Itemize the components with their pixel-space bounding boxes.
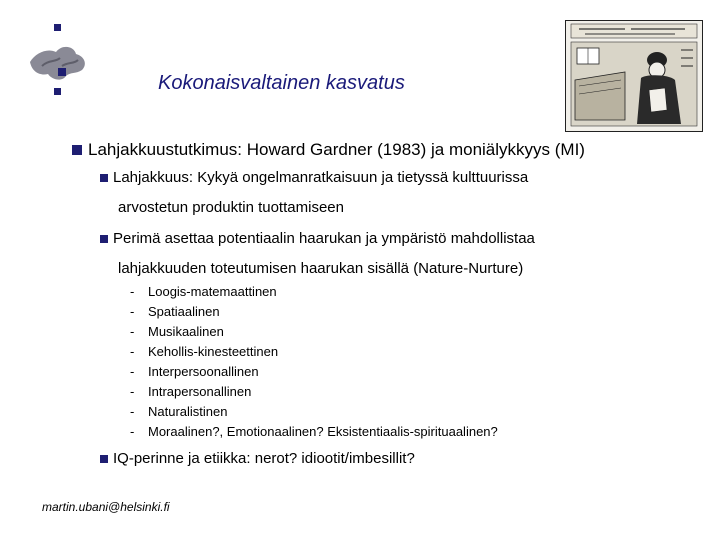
main-bullet	[72, 140, 585, 160]
footer-email: martin.ubani@helsinki.fi	[42, 500, 170, 514]
square-bullet-icon	[72, 145, 82, 155]
dash-marker: -	[130, 424, 135, 439]
list-item	[130, 282, 498, 302]
dash-marker: -	[130, 304, 135, 319]
list-item-text: Moraalinen?, Emotionaalinen? Eksistentiaalis-spirituaalinen?	[148, 424, 498, 439]
sub-bullet-iq	[100, 449, 415, 469]
list-item-text: Musikaalinen	[148, 324, 224, 339]
list-item	[130, 402, 498, 422]
list-item-text: Loogis-matemaattinen	[148, 284, 277, 299]
list-item	[130, 382, 498, 402]
square-bullet-icon	[100, 235, 108, 243]
dash-marker: -	[130, 364, 135, 379]
dash-marker: -	[130, 384, 135, 399]
list-item-text: Intrapersonallinen	[148, 384, 252, 399]
university-logo-icon	[22, 22, 92, 100]
sub-bullet-talent	[100, 168, 528, 218]
square-bullet-icon	[100, 174, 108, 182]
square-bullet-icon	[100, 455, 108, 463]
sub-bullet-text: IQ-perinne ja etiikka: nerot? idiootit/imbesillit?	[113, 450, 415, 467]
sub-bullet-continuation: arvostetun produktin tuottamiseen	[118, 199, 344, 216]
list-item-text: Interpersoonallinen	[148, 364, 259, 379]
woodcut-scholar-image	[565, 20, 703, 132]
sub-bullet-continuation: lahjakkuuden toteutumisen haarukan sisällä (Nature-Nurture)	[118, 260, 524, 277]
dash-marker: -	[130, 344, 135, 359]
dash-marker: -	[130, 404, 135, 419]
list-item	[130, 362, 498, 382]
dash-marker: -	[130, 324, 135, 339]
dash-marker: -	[130, 284, 135, 299]
slide-title: Kokonaisvaltainen kasvatus	[158, 72, 405, 94]
list-item	[130, 422, 498, 442]
list-item-text: Kehollis-kinesteettinen	[148, 344, 279, 359]
list-item	[130, 302, 498, 322]
sub-bullet-text: Perimä asettaa potentiaalin haarukan ja ympäristö mahdollistaa	[113, 230, 535, 247]
list-item-text: Naturalistinen	[148, 404, 228, 419]
sub-bullet-text: Lahjakkuus: Kykyä ongelmanratkaisuun ja tietyssä kulttuurissa	[113, 169, 529, 186]
list-item	[130, 342, 498, 362]
intelligences-list	[130, 282, 498, 442]
list-item	[130, 322, 498, 342]
main-bullet-text: Lahjakkuustutkimus: Howard Gardner (1983) ja moniälykkyys (MI)	[88, 140, 585, 159]
list-item-text: Spatiaalinen	[148, 304, 220, 319]
sub-bullet-heredity	[100, 229, 535, 279]
